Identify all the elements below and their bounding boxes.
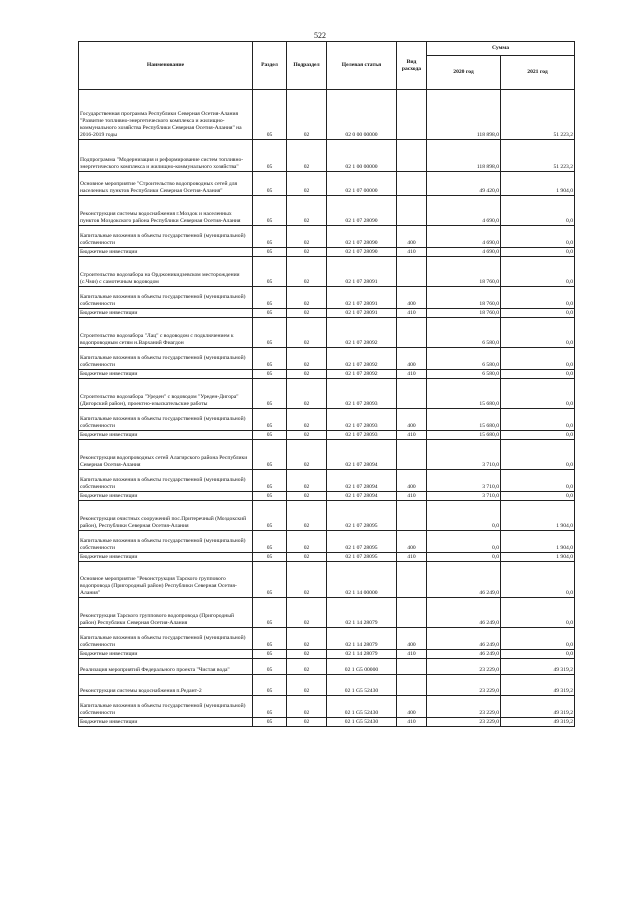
row-name: Основное мероприятие "Реконструкция Тарского группового водопровода (Пригородный район) Республики Северная Осетия-Алания" xyxy=(79,562,253,598)
row-vid-rashoda xyxy=(397,598,427,628)
row-razdel: 05 xyxy=(253,650,287,659)
row-sum-2020: 118 898,0 xyxy=(427,140,501,172)
row-name: Строительство водозабора "Уреден" с водоводом "Уреден-Дигора"(Дигорский район), проектно-изыскательские работы xyxy=(79,379,253,409)
row-podrazdel: 02 xyxy=(287,531,327,553)
row-vid-rashoda: 410 xyxy=(397,248,427,257)
header-name: Наименование xyxy=(79,42,253,90)
row-sum-2021: 49 319,2 xyxy=(501,659,575,675)
row-razdel: 05 xyxy=(253,501,287,531)
table-row xyxy=(79,470,575,492)
row-podrazdel: 02 xyxy=(287,501,327,531)
table-row xyxy=(79,348,575,370)
row-sum-2021: 0,0 xyxy=(501,196,575,226)
row-razdel: 05 xyxy=(253,318,287,348)
row-name: Строительство водозабора на Орджоникидзевском месторождении (с.Чми) с самотечным водоводом xyxy=(79,257,253,287)
row-name: Реконструкция очистных сооружений пос.Притеречный (Моздокский район), Республики Северная Осетия-Алания xyxy=(79,501,253,531)
row-razdel: 05 xyxy=(253,440,287,470)
row-podrazdel: 02 xyxy=(287,598,327,628)
row-name: Государственная программа Республики Северная Осетия-Алания "Развитие топливно-энергетического комплекса и жилищно-коммунального хозяйства Республики Северная Осетия-Алания" на 2016-2019 годы xyxy=(79,90,253,140)
row-sum-2020: 3 710,0 xyxy=(427,470,501,492)
row-razdel: 05 xyxy=(253,531,287,553)
row-sum-2021: 1 904,0 xyxy=(501,531,575,553)
row-name: Бюджетные инвестиции xyxy=(79,431,253,440)
row-vid-rashoda xyxy=(397,140,427,172)
table-row xyxy=(79,172,575,196)
row-celevaya-statya: 02 1 14 28079 xyxy=(327,598,397,628)
row-name: Капитальные вложения в объекты государственной (муниципальной) собственности xyxy=(79,628,253,650)
table-row xyxy=(79,696,575,718)
row-sum-2021: 0,0 xyxy=(501,348,575,370)
row-razdel: 05 xyxy=(253,90,287,140)
row-podrazdel: 02 xyxy=(287,257,327,287)
row-sum-2021: 49 319,2 xyxy=(501,696,575,718)
table-row xyxy=(79,318,575,348)
row-name: Реконструкция Тарского группового водопровода (Пригородный район) Республики Северная Осетия-Алания xyxy=(79,598,253,628)
row-vid-rashoda: 400 xyxy=(397,287,427,309)
row-podrazdel: 02 xyxy=(287,196,327,226)
row-sum-2020: 15 680,0 xyxy=(427,409,501,431)
row-name: Реконструкция водопроводных сетей Алагирского района Республики Северная Осетия-Алания xyxy=(79,440,253,470)
row-sum-2020: 6 580,0 xyxy=(427,370,501,379)
table-row xyxy=(79,675,575,696)
page-number: 522 xyxy=(314,31,326,40)
row-name: Бюджетные инвестиции xyxy=(79,718,253,727)
row-sum-2021: 0,0 xyxy=(501,470,575,492)
row-sum-2020: 23 229,0 xyxy=(427,659,501,675)
row-vid-rashoda xyxy=(397,675,427,696)
row-name: Капитальные вложения в объекты государственной (муниципальной) собственности xyxy=(79,696,253,718)
row-celevaya-statya: 02 1 07 28090 xyxy=(327,226,397,248)
row-celevaya-statya: 02 1 G5 52430 xyxy=(327,675,397,696)
row-vid-rashoda xyxy=(397,196,427,226)
row-razdel: 05 xyxy=(253,431,287,440)
row-name: Бюджетные инвестиции xyxy=(79,248,253,257)
row-podrazdel: 02 xyxy=(287,318,327,348)
row-razdel: 05 xyxy=(253,140,287,172)
row-podrazdel: 02 xyxy=(287,379,327,409)
row-name: Реализация мероприятий Федерального проекта "Чистая вода" xyxy=(79,659,253,675)
header-celevaya-statya: Целевая статья xyxy=(327,42,397,90)
row-podrazdel: 02 xyxy=(287,696,327,718)
row-podrazdel: 02 xyxy=(287,248,327,257)
row-vid-rashoda: 400 xyxy=(397,696,427,718)
row-celevaya-statya: 02 1 07 28095 xyxy=(327,553,397,562)
row-sum-2021: 1 904,0 xyxy=(501,553,575,562)
row-vid-rashoda: 410 xyxy=(397,309,427,318)
row-name: Бюджетные инвестиции xyxy=(79,309,253,318)
row-sum-2021: 0,0 xyxy=(501,440,575,470)
row-vid-rashoda: 410 xyxy=(397,431,427,440)
header-row-top xyxy=(79,42,575,56)
table-row xyxy=(79,531,575,553)
row-sum-2020: 15 680,0 xyxy=(427,379,501,409)
row-name: Строительство водозабора "Лац" с водоводом с подключением к водопроводным сетям н.Варханий Фиагдон xyxy=(79,318,253,348)
row-celevaya-statya: 02 1 G5 52430 xyxy=(327,696,397,718)
row-celevaya-statya: 02 1 07 28092 xyxy=(327,318,397,348)
row-razdel: 05 xyxy=(253,628,287,650)
row-celevaya-statya: 02 1 07 28090 xyxy=(327,196,397,226)
row-razdel: 05 xyxy=(253,492,287,501)
row-celevaya-statya: 02 1 07 28094 xyxy=(327,492,397,501)
row-razdel: 05 xyxy=(253,598,287,628)
row-razdel: 05 xyxy=(253,309,287,318)
row-sum-2020: 3 710,0 xyxy=(427,492,501,501)
row-celevaya-statya: 02 1 07 28094 xyxy=(327,440,397,470)
row-razdel: 05 xyxy=(253,172,287,196)
table-row xyxy=(79,196,575,226)
row-razdel: 05 xyxy=(253,379,287,409)
row-podrazdel: 02 xyxy=(287,650,327,659)
row-celevaya-statya: 02 1 07 28093 xyxy=(327,409,397,431)
budget-table xyxy=(78,41,575,727)
table-row xyxy=(79,379,575,409)
row-celevaya-statya: 02 1 07 28093 xyxy=(327,379,397,409)
row-celevaya-statya: 02 1 07 28090 xyxy=(327,248,397,257)
row-podrazdel: 02 xyxy=(287,409,327,431)
row-vid-rashoda: 400 xyxy=(397,226,427,248)
row-vid-rashoda: 410 xyxy=(397,553,427,562)
row-razdel: 05 xyxy=(253,659,287,675)
table-row xyxy=(79,409,575,431)
table-row xyxy=(79,718,575,727)
row-razdel: 05 xyxy=(253,348,287,370)
row-name: Капитальные вложения в объекты государственной (муниципальной) собственности xyxy=(79,287,253,309)
row-sum-2021: 1 904,0 xyxy=(501,172,575,196)
table-row xyxy=(79,257,575,287)
row-sum-2020: 4 690,0 xyxy=(427,248,501,257)
row-celevaya-statya: 02 1 14 00000 xyxy=(327,562,397,598)
table-row xyxy=(79,248,575,257)
row-sum-2021: 0,0 xyxy=(501,248,575,257)
row-vid-rashoda: 400 xyxy=(397,628,427,650)
row-vid-rashoda: 400 xyxy=(397,531,427,553)
row-razdel: 05 xyxy=(253,470,287,492)
row-razdel: 05 xyxy=(253,370,287,379)
row-vid-rashoda: 400 xyxy=(397,348,427,370)
row-name: Бюджетные инвестиции xyxy=(79,650,253,659)
row-podrazdel: 02 xyxy=(287,172,327,196)
table-row xyxy=(79,226,575,248)
row-sum-2020: 46 249,0 xyxy=(427,562,501,598)
table-row xyxy=(79,501,575,531)
row-sum-2020: 118 898,0 xyxy=(427,90,501,140)
row-razdel: 05 xyxy=(253,553,287,562)
row-sum-2021: 51 223,2 xyxy=(501,90,575,140)
row-vid-rashoda xyxy=(397,318,427,348)
table-row xyxy=(79,440,575,470)
row-celevaya-statya: 02 1 07 28091 xyxy=(327,257,397,287)
row-celevaya-statya: 02 1 07 28092 xyxy=(327,370,397,379)
row-sum-2021: 0,0 xyxy=(501,287,575,309)
row-sum-2021: 0,0 xyxy=(501,379,575,409)
row-sum-2020: 0,0 xyxy=(427,531,501,553)
row-razdel: 05 xyxy=(253,248,287,257)
row-celevaya-statya: 02 1 07 28091 xyxy=(327,309,397,318)
row-razdel: 05 xyxy=(253,226,287,248)
row-sum-2021: 0,0 xyxy=(501,650,575,659)
row-name: Реконструкция системы водоснабжения г.Моздок и населенных пунктов Моздокского района Республики Северная Осетия-Алания xyxy=(79,196,253,226)
row-podrazdel: 02 xyxy=(287,370,327,379)
row-sum-2021: 49 319,2 xyxy=(501,675,575,696)
header-2020: 2020 год xyxy=(427,56,501,90)
row-sum-2021: 0,0 xyxy=(501,562,575,598)
table-row xyxy=(79,309,575,318)
row-podrazdel: 02 xyxy=(287,562,327,598)
row-sum-2020: 0,0 xyxy=(427,553,501,562)
row-celevaya-statya: 02 1 G5 00000 xyxy=(327,659,397,675)
row-celevaya-statya: 02 1 07 28094 xyxy=(327,470,397,492)
row-name: Подпрограмма "Модернизация и реформирование систем топливно-энергетического комплекса и жилищно-коммунального хозяйства" xyxy=(79,140,253,172)
table-row xyxy=(79,370,575,379)
row-podrazdel: 02 xyxy=(287,718,327,727)
row-celevaya-statya: 02 1 07 00000 xyxy=(327,172,397,196)
row-sum-2020: 6 580,0 xyxy=(427,318,501,348)
row-celevaya-statya: 02 1 14 28079 xyxy=(327,628,397,650)
row-name: Бюджетные инвестиции xyxy=(79,492,253,501)
row-podrazdel: 02 xyxy=(287,431,327,440)
header-razdel: Раздел xyxy=(253,42,287,90)
row-razdel: 05 xyxy=(253,562,287,598)
row-vid-rashoda xyxy=(397,562,427,598)
row-vid-rashoda xyxy=(397,440,427,470)
row-sum-2020: 4 690,0 xyxy=(427,226,501,248)
row-name: Капитальные вложения в объекты государственной (муниципальной) собственности xyxy=(79,226,253,248)
row-razdel: 05 xyxy=(253,196,287,226)
table-row xyxy=(79,90,575,140)
row-name: Капитальные вложения в объекты государственной (муниципальной) собственности xyxy=(79,409,253,431)
row-vid-rashoda: 410 xyxy=(397,492,427,501)
row-podrazdel: 02 xyxy=(287,675,327,696)
row-podrazdel: 02 xyxy=(287,309,327,318)
row-sum-2021: 51 223,2 xyxy=(501,140,575,172)
row-name: Бюджетные инвестиции xyxy=(79,370,253,379)
row-podrazdel: 02 xyxy=(287,628,327,650)
row-vid-rashoda xyxy=(397,659,427,675)
row-vid-rashoda xyxy=(397,501,427,531)
row-sum-2020: 23 229,0 xyxy=(427,675,501,696)
row-name: Капитальные вложения в объекты государственной (муниципальной) собственности xyxy=(79,531,253,553)
row-sum-2021: 0,0 xyxy=(501,628,575,650)
row-razdel: 05 xyxy=(253,257,287,287)
row-vid-rashoda: 400 xyxy=(397,409,427,431)
row-sum-2020: 15 680,0 xyxy=(427,431,501,440)
row-razdel: 05 xyxy=(253,287,287,309)
row-celevaya-statya: 02 1 07 28091 xyxy=(327,287,397,309)
header-summa: Сумма xyxy=(427,42,575,56)
table-row xyxy=(79,140,575,172)
row-vid-rashoda xyxy=(397,379,427,409)
header-vid-rashoda: Вид расхода xyxy=(397,42,427,90)
row-celevaya-statya: 02 0 00 00000 xyxy=(327,90,397,140)
row-podrazdel: 02 xyxy=(287,470,327,492)
row-sum-2020: 18 760,0 xyxy=(427,257,501,287)
row-vid-rashoda: 410 xyxy=(397,650,427,659)
table-row xyxy=(79,659,575,675)
row-sum-2021: 1 904,0 xyxy=(501,501,575,531)
row-sum-2021: 0,0 xyxy=(501,257,575,287)
row-vid-rashoda xyxy=(397,257,427,287)
row-podrazdel: 02 xyxy=(287,492,327,501)
row-razdel: 05 xyxy=(253,696,287,718)
row-sum-2020: 46 249,0 xyxy=(427,628,501,650)
row-name: Основное мероприятие "Строительство водопроводных сетей для населенных пунктов Республики Северная Осетия-Алания" xyxy=(79,172,253,196)
table-body xyxy=(79,90,575,727)
row-podrazdel: 02 xyxy=(287,140,327,172)
row-podrazdel: 02 xyxy=(287,348,327,370)
table-row xyxy=(79,628,575,650)
row-name: Капитальные вложения в объекты государственной (муниципальной) собственности xyxy=(79,348,253,370)
row-name: Бюджетные инвестиции xyxy=(79,553,253,562)
row-podrazdel: 02 xyxy=(287,553,327,562)
header-2021: 2021 год xyxy=(501,56,575,90)
row-vid-rashoda xyxy=(397,90,427,140)
row-podrazdel: 02 xyxy=(287,659,327,675)
row-celevaya-statya: 02 1 07 28093 xyxy=(327,431,397,440)
row-sum-2020: 23 229,0 xyxy=(427,718,501,727)
row-sum-2021: 0,0 xyxy=(501,318,575,348)
row-sum-2021: 0,0 xyxy=(501,492,575,501)
row-sum-2020: 18 760,0 xyxy=(427,309,501,318)
table-row xyxy=(79,562,575,598)
row-sum-2021: 0,0 xyxy=(501,431,575,440)
table-row xyxy=(79,431,575,440)
row-podrazdel: 02 xyxy=(287,90,327,140)
table-row xyxy=(79,553,575,562)
row-celevaya-statya: 02 1 07 28095 xyxy=(327,501,397,531)
table-row xyxy=(79,598,575,628)
table-row xyxy=(79,650,575,659)
row-celevaya-statya: 02 1 07 28092 xyxy=(327,348,397,370)
row-podrazdel: 02 xyxy=(287,287,327,309)
row-name: Реконструкция системы водоснабжения п.Редант-2 xyxy=(79,675,253,696)
header-podrazdel: Подраздел xyxy=(287,42,327,90)
table-row xyxy=(79,492,575,501)
row-razdel: 05 xyxy=(253,409,287,431)
row-name: Капитальные вложения в объекты государственной (муниципальной) собственности xyxy=(79,470,253,492)
row-razdel: 05 xyxy=(253,675,287,696)
row-sum-2020: 46 249,0 xyxy=(427,650,501,659)
row-vid-rashoda: 410 xyxy=(397,718,427,727)
row-podrazdel: 02 xyxy=(287,440,327,470)
row-sum-2020: 18 760,0 xyxy=(427,287,501,309)
row-sum-2021: 0,0 xyxy=(501,370,575,379)
row-sum-2021: 0,0 xyxy=(501,598,575,628)
row-sum-2021: 0,0 xyxy=(501,226,575,248)
row-celevaya-statya: 02 1 G5 52430 xyxy=(327,718,397,727)
row-celevaya-statya: 02 1 07 28095 xyxy=(327,531,397,553)
table-row xyxy=(79,287,575,309)
row-sum-2020: 6 580,0 xyxy=(427,348,501,370)
row-vid-rashoda: 410 xyxy=(397,370,427,379)
row-sum-2021: 0,0 xyxy=(501,409,575,431)
row-sum-2020: 23 229,0 xyxy=(427,696,501,718)
row-sum-2020: 3 710,0 xyxy=(427,440,501,470)
row-razdel: 05 xyxy=(253,718,287,727)
row-celevaya-statya: 02 1 14 28079 xyxy=(327,650,397,659)
row-celevaya-statya: 02 1 00 00000 xyxy=(327,140,397,172)
row-vid-rashoda: 400 xyxy=(397,470,427,492)
row-sum-2020: 46 249,0 xyxy=(427,598,501,628)
row-sum-2020: 0,0 xyxy=(427,501,501,531)
row-sum-2020: 4 690,0 xyxy=(427,196,501,226)
row-sum-2020: 49 420,0 xyxy=(427,172,501,196)
row-sum-2021: 0,0 xyxy=(501,309,575,318)
row-vid-rashoda xyxy=(397,172,427,196)
row-sum-2021: 49 319,2 xyxy=(501,718,575,727)
row-podrazdel: 02 xyxy=(287,226,327,248)
